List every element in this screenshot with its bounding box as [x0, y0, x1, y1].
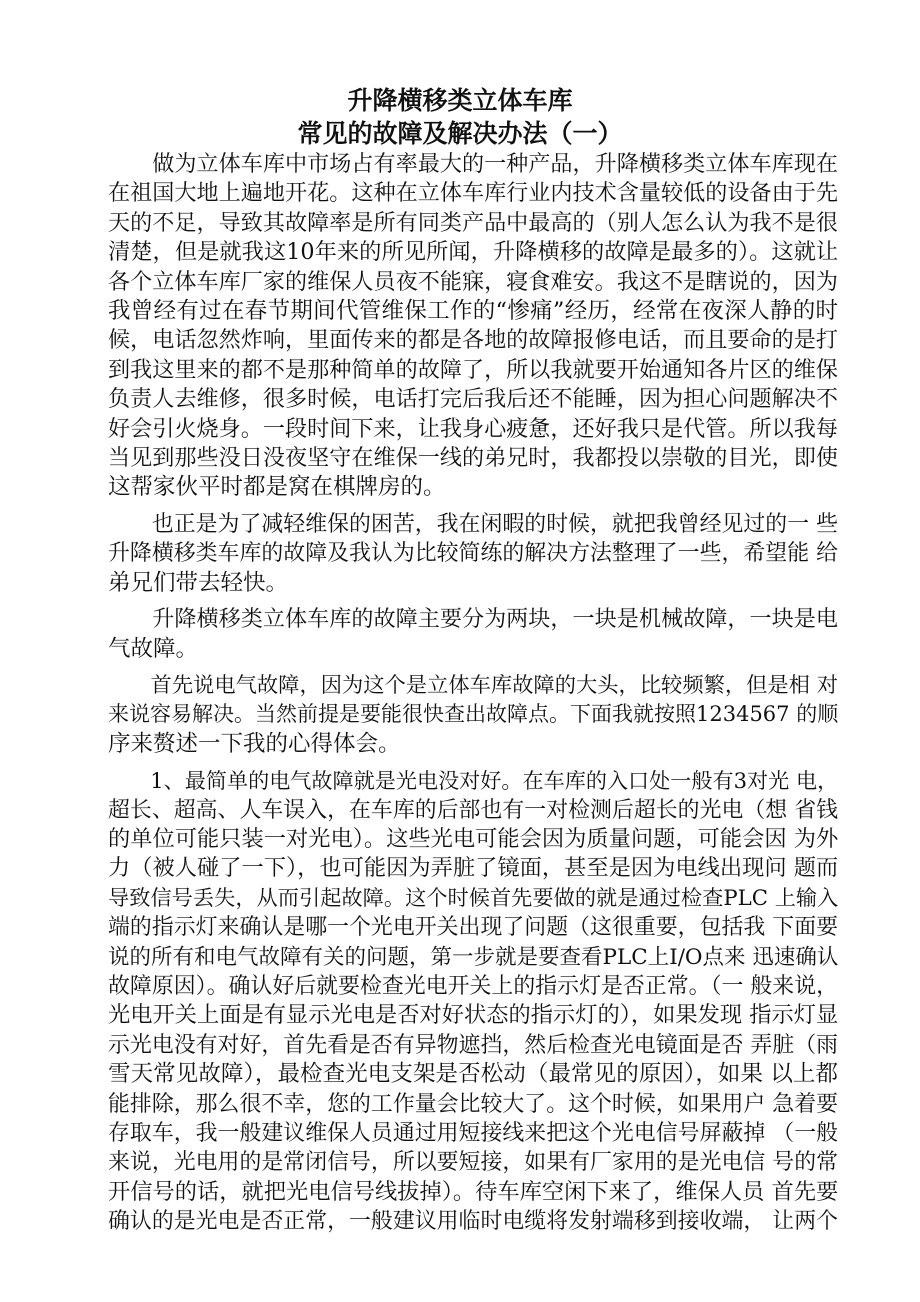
text-line: 升降横移类车库的故障及我认为比较简练的解决方法整理了一些，希望能 给 [108, 541, 838, 567]
text-line: 示光电没有对好，首先看是否有异物遮挡，然后检查光电镜面是否 弄脏（雨 [108, 1032, 838, 1058]
text-line: 存取车，我一般建议维保人员通过用短接线来把这个光电信号屏蔽掉 （一般 [108, 1121, 838, 1146]
text-line: 做为立体车库中市场占有率最大的一种产品，升降横移类立体车库现在 [108, 151, 838, 177]
text-line: 天的不足，导致其故障率是所有同类产品中最高的（别人怎么认为我不是很 [108, 209, 838, 236]
document-body [108, 150, 838, 1237]
text-line: 我曾经有过在春节期间代管维保工作的“惨痛”经历，经常在夜深人静的时 [108, 298, 838, 325]
text-line: 光电开关上面是有显示光电是否对好状态的指示灯的），如果发现 指示灯显 [108, 1002, 839, 1029]
text-line: 升降横移类立体车库的故障主要分为两块，一块是机械故障，一块是电 [108, 606, 838, 633]
text-line: 首先说电气故障，因为这个是立体车库故障的大头，比较频繁，但是相 对 [108, 672, 838, 698]
text-line: 各个立体车库厂家的维保人员夜不能寐，寝食难安。我这不是瞎说的，因为 [108, 268, 838, 295]
text-line: 序来赘述一下我的心得体会。 [108, 730, 401, 757]
text-line: 导致信号丢失，从而引起故障。这个时候首先要做的就是通过检查PLC 上输入 [108, 885, 839, 911]
text-line: 弟兄们带去轻快。 [108, 569, 289, 596]
text-line: 端的指示灯来确认是哪一个光电开关出现了问题（这很重要，包括我 下面要 [108, 915, 838, 941]
text-line: 雪天常见故障），最检查光电支架是否松动（最常见的原因），如果 以上都 [108, 1061, 838, 1088]
text-line: 气故障。 [108, 635, 199, 662]
text-line: 开信号的话，就把光电信号线拔掉）。待车库空闲下来了，维保人员 首先要 [108, 1178, 839, 1205]
text-line: 好会引火烧身。一段时间下来，让我身心疲惫，还好我只是代管。所以我每 [108, 415, 838, 442]
text-line: 确认的是光电是否正常，一般建议用临时电缆将发射端移到接收端， 让两个 [108, 1209, 838, 1235]
text-line: 来说，光电用的是常闭信号，所以要短接，如果有厂家用的是光电信 号的常 [108, 1150, 838, 1176]
text-line: 故障原因）。确认好后就要检查光电开关上的指示灯是否正常。（一 般来说， [108, 973, 838, 999]
text-line: 当见到那些没日没夜坚守在维保一线的弟兄时，我都投以崇敬的目光，即使 [108, 445, 838, 472]
text-line: 候，电话忽然炸响，里面传来的都是各地的故障报修电话，而且要命的是打 [108, 327, 838, 354]
text-line: 超长、超高、人车误入，在车库的后部也有一对检测后超长的光电（想 省钱 [108, 797, 838, 823]
text-line: 的单位可能只装一对光电）。这些光电可能会因为质量问题，可能会因 为外 [108, 825, 839, 852]
document-title: 升降横移类立体车库 [347, 86, 573, 115]
text-line: 能排除，那么很不幸，您的工作量会比较大了。这个时候，如果用户 急着要 [108, 1091, 838, 1117]
text-line: 这帮家伙平时都是窝在棋牌房的。 [108, 474, 446, 501]
text-line: 负责人去维修，很多时候，电话打完后我后还不能睡，因为担心问题解决不 [108, 386, 838, 413]
text-line: 清楚，但是就我这10年来的所见所闻，升降横移的故障是最多的）。这就让 [108, 239, 839, 266]
paragraph-intro [108, 150, 838, 503]
text-line: 力（被人碰了一下），也可能因为弄脏了镜面，甚至是因为电线出现问 题而 [108, 855, 839, 882]
document-subtitle: 常见的故障及解决办法（一） [297, 119, 623, 148]
text-line: 到我这里来的都不是那种简单的故障了，所以我就要开始通知各片区的维保 [108, 356, 838, 383]
text-line: 来说容易解决。当然前提是要能很快查出故障点。下面我就按照1234567 的顺 [108, 702, 839, 727]
paragraph-categories [108, 605, 838, 664]
text-line: 在祖国大地上遍地开花。这种在立体车库行业内技术含量较低的设备由于先 [108, 180, 838, 207]
paragraph-photoelectric [108, 766, 838, 1237]
text-line: 说的所有和电气故障有关的问题，第一步就是要查看PLC上I/O点来 迅速确认 [108, 944, 839, 970]
text-line: 1、最简单的电气故障就是光电没对好。在车库的入口处一般有3对光 电， [108, 768, 839, 794]
paragraph-purpose [108, 510, 838, 598]
paragraph-electrical [108, 671, 838, 759]
text-line: 也正是为了减轻维保的困苦，我在闲暇的时候，就把我曾经见过的一 些 [108, 511, 838, 537]
